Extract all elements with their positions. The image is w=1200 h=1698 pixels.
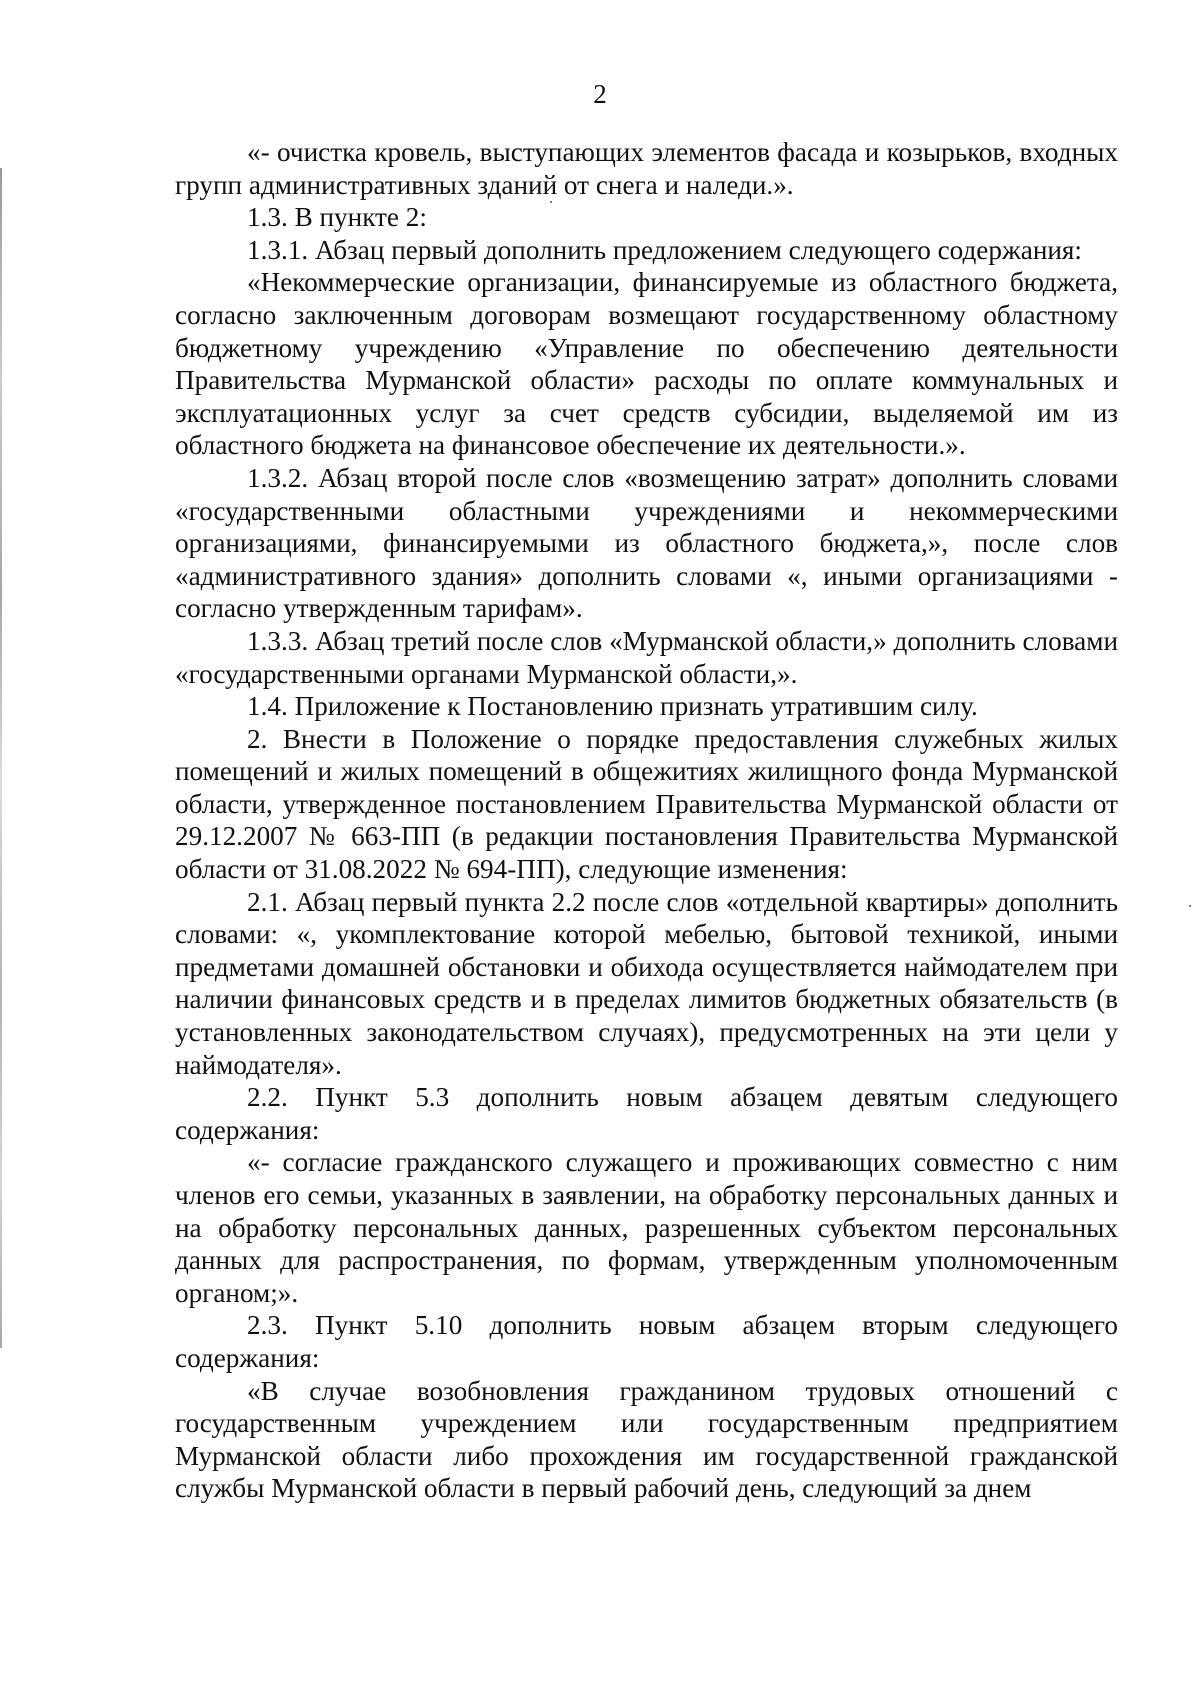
paragraph-2: 2. Внести в Положение о порядке предоставления служебных жилых помещений и жилых помещений в общежитиях жилищного фонда Мурманской области, утвержденное постановлением Правительства Мурманской области от 29.12.2007 № 663-ПП (в редакции постановления Правительства Мурманской области от 31.08.2022 № 694-ПП), следующие изменения: [175, 723, 1118, 885]
scan-dot-artifact [1189, 905, 1191, 907]
paragraph-1-3-2: 1.3.2. Абзац второй после слов «возмещению затрат» дополнить словами «государственными областными учреждениями и некоммерческими организациями, финансируемыми из областного бюджета,», после слов «административного здания» дополнить словами «, иными организациями - согласно утвержденным тарифам». [175, 462, 1118, 624]
paragraph-1-3: 1.3. В пункте 2: [247, 202, 427, 233]
paragraph-2-2: 2.2. Пункт 5.3 дополнить новым абзацем девятым следующего содержания: [175, 1082, 1118, 1145]
paragraph-2-1: 2.1. Абзац первый пункта 2.2 после слов «отдельной квартиры» дополнить словами: «, укомплектование которой мебелью, бытовой техникой, иными предметами домашней обстановки и обихода осуществляется наймодателем при наличии финансовых средств и в пределах лимитов бюджетных обязательств (в установленных законодательством случаях), предусмотренных на эти цели у наймодателя». [175, 886, 1118, 1080]
page-number: 2 [593, 79, 607, 109]
paragraph-1-3-3: 1.3.3. Абзац третий после слов «Мурманской области,» дополнить словами «государственными органами Мурманской области,». [175, 625, 1118, 689]
paragraph-nonprofit-orgs: «Некоммерческие организации, финансируемые из областного бюджета, согласно заключенным договорам возмещают государственному областному бюджетному учреждению «Управление по обеспечению деятельности Правительства Мурманской области» расходы по оплате коммунальных и эксплуатационных услуг за счет средств субсидии, выделяемой им из областного бюджета на финансовое обеспечение их деятельности.». [175, 267, 1118, 461]
paragraph-2-3: 2.3. Пункт 5.10 дополнить новым абзацем вторым следующего содержания: [175, 1310, 1118, 1373]
paragraph-roof-cleaning: «- очистка кровель, выступающих элементов фасада и козырьков, входных групп административных зданий от снега и наледи.». [175, 137, 1118, 200]
paragraph-consent: «- согласие гражданского служащего и проживающих совместно с ним членов его семьи, указанных в заявлении, на обработку персональных данных и на обработку персональных данных, разрешенных субъектом персональных данных для распространения, по формам, утвержденным уполномоченным органом;». [175, 1147, 1118, 1308]
paragraph-resumption: «В случае возобновления гражданином трудовых отношений с государственным учреждением или государственным предприятием Мурманской области либо прохождения им государственной гражданской службы Мурманской области в первый рабочий день, следующий за днем [175, 1375, 1118, 1504]
document-body [175, 136, 1118, 1505]
paragraph-1-4: 1.4. Приложение к Постановлению признать утратившим силу. [247, 691, 978, 722]
scan-edge-artifact [0, 168, 2, 1348]
paragraph-1-3-1: 1.3.1. Абзац первый дополнить предложением следующего содержания: [247, 234, 1082, 265]
